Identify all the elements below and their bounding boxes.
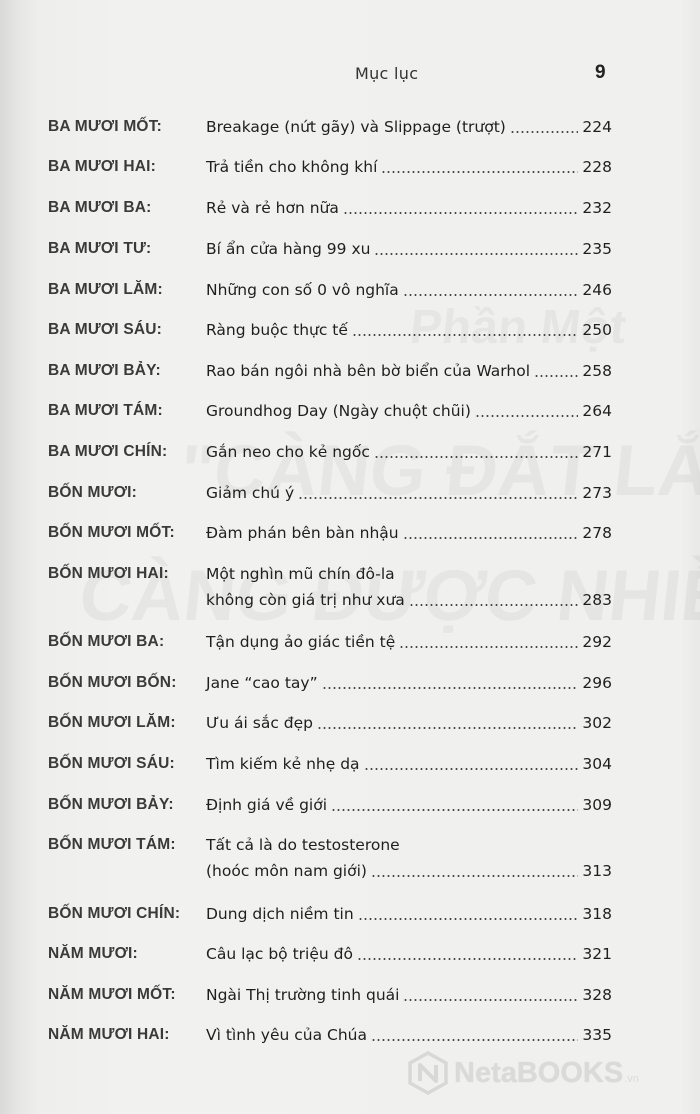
chapter-label: BA MƯƠI TÁM: [48, 402, 163, 419]
chapter-title: Định giá về giới [206, 796, 328, 814]
chapter-label: BỐN MƯƠI CHÍN: [48, 905, 181, 922]
toc-entry [0, 835, 700, 880]
chapter-title: (hoóc môn nam giới) [206, 862, 367, 880]
chapter-title: Tìm kiếm kẻ nhẹ dạ [206, 755, 360, 773]
chapter-title: Breakage (nứt gãy) và Slippage (trượt) [206, 118, 506, 136]
chapter-page-number: 283 [582, 591, 612, 609]
chapter-title: Ưu ái sắc đẹp [206, 714, 314, 732]
chapter-page-number: 302 [582, 714, 612, 732]
toc-entry [0, 754, 700, 784]
toc-entry [0, 401, 700, 431]
chapter-title: Câu lạc bộ triệu đô [206, 945, 353, 963]
chapter-label: NĂM MƯƠI HAI: [48, 1026, 170, 1043]
chapter-label: BA MƯƠI SÁU: [48, 321, 163, 338]
page-title: Mục lục [355, 64, 419, 83]
toc-entry [0, 985, 700, 1015]
chapter-title: Gắn neo cho kẻ ngốc [206, 443, 370, 461]
chapter-title: Bí ẩn cửa hàng 99 xu [206, 240, 371, 258]
dot-leader [364, 768, 579, 770]
dot-leader [403, 294, 579, 296]
chapter-label: NĂM MƯƠI MỐT: [48, 986, 176, 1003]
dot-leader [403, 999, 578, 1001]
dot-leader [317, 727, 578, 729]
chapter-title: Dung dịch niềm tin [206, 905, 354, 923]
chapter-page-number: 271 [582, 443, 612, 461]
chapter-title: Đàm phán bên bàn nhậu [206, 524, 399, 542]
chapter-title: Một nghìn mũ chín đô-la [206, 565, 395, 583]
dot-leader [374, 253, 578, 255]
chapter-label: BA MƯƠI BẢY: [48, 362, 161, 379]
chapter-page-number: 278 [582, 524, 612, 542]
dot-leader [399, 646, 578, 648]
chapter-label: BA MƯƠI TƯ: [48, 240, 152, 257]
chapter-label: BA MƯƠI MỐT: [48, 118, 163, 135]
toc-entry [0, 280, 700, 310]
toc-entry [0, 157, 700, 187]
chapter-label: BA MƯƠI LĂM: [48, 281, 163, 298]
chapter-title: Jane “cao tay” [206, 674, 318, 692]
chapter-page-number: 318 [582, 905, 612, 923]
chapter-title: Những con số 0 vô nghĩa [206, 281, 399, 299]
toc-entry [0, 523, 700, 553]
dot-leader [534, 375, 578, 377]
chapter-label: BA MƯƠI CHÍN: [48, 443, 168, 460]
chapter-page-number: 250 [582, 321, 612, 339]
dot-leader [358, 918, 579, 920]
dot-leader [322, 687, 579, 689]
chapter-page-number: 304 [582, 755, 612, 773]
chapter-title: Vì tình yêu của Chúa [206, 1026, 367, 1044]
toc-entry [0, 795, 700, 825]
chapter-label: BỐN MƯƠI BỐN: [48, 674, 177, 691]
watermark-text: NetaBOOKS [454, 1056, 624, 1089]
toc-entry [0, 904, 700, 934]
dot-leader [357, 958, 578, 960]
chapter-title: Ràng buộc thực tế [206, 321, 348, 339]
toc-entry [0, 320, 700, 350]
toc-entry [0, 673, 700, 703]
chapter-title: Tận dụng ảo giác tiền tệ [206, 633, 396, 651]
toc-entry [0, 944, 700, 974]
chapter-page-number: 224 [582, 118, 612, 136]
toc-entry [0, 198, 700, 228]
dot-leader [409, 604, 579, 606]
page-number: 9 [595, 62, 606, 83]
chapter-page-number: 296 [582, 674, 612, 692]
toc-entry [0, 117, 700, 147]
chapter-page-number: 235 [582, 240, 612, 258]
toc-entry [0, 483, 700, 513]
toc-entry [0, 564, 700, 609]
chapter-page-number: 313 [582, 862, 612, 880]
chapter-title: Giảm chú ý [206, 484, 295, 502]
chapter-page-number: 309 [582, 796, 612, 814]
toc-entry [0, 361, 700, 391]
dot-leader [298, 497, 578, 499]
chapter-label: BỐN MƯƠI HAI: [48, 565, 169, 582]
chapter-label: BỐN MƯƠI MỐT: [48, 524, 175, 541]
chapter-label: BỐN MƯƠI SÁU: [48, 755, 175, 772]
toc-entry [0, 632, 700, 662]
dot-leader [403, 537, 579, 539]
watermark-suffix: .vn [624, 1073, 639, 1085]
chapter-page-number: 321 [582, 945, 612, 963]
page-header [0, 62, 700, 92]
watermark [406, 1050, 639, 1096]
chapter-page-number: 292 [582, 633, 612, 651]
chapter-label: BỐN MƯƠI LĂM: [48, 714, 176, 731]
netabooks-logo-icon [406, 1051, 450, 1095]
dot-leader [371, 1039, 578, 1041]
chapter-page-number: 328 [582, 986, 612, 1004]
dot-leader [510, 131, 579, 133]
dot-leader [352, 334, 579, 336]
dot-leader [343, 212, 579, 214]
toc-entry [0, 442, 700, 472]
toc-entry [0, 239, 700, 269]
dot-leader [374, 456, 579, 458]
chapter-label: BỐN MƯƠI TÁM: [48, 836, 176, 853]
chapter-page-number: 232 [582, 199, 612, 217]
chapter-label: BA MƯƠI BA: [48, 199, 152, 216]
chapter-label: BỐN MƯƠI BA: [48, 633, 165, 650]
chapter-label: NĂM MƯƠI: [48, 945, 138, 962]
chapter-page-number: 246 [582, 281, 612, 299]
chapter-title: Groundhog Day (Ngày chuột chũi) [206, 402, 471, 420]
chapter-label: BỐN MƯƠI BẢY: [48, 796, 174, 813]
chapter-page-number: 228 [582, 158, 612, 176]
dot-leader [475, 415, 579, 417]
dot-leader [381, 171, 578, 173]
chapter-title: Rẻ và rẻ hơn nữa [206, 199, 339, 217]
chapter-page-number: 258 [582, 362, 612, 380]
chapter-title: Trả tiền cho không khí [206, 158, 378, 176]
chapter-title: Ngài Thị trường tinh quái [206, 986, 400, 1004]
chapter-label: BA MƯƠI HAI: [48, 158, 156, 175]
dot-leader [331, 809, 578, 811]
chapter-title: không còn giá trị như xưa [206, 591, 405, 609]
chapter-page-number: 335 [582, 1026, 612, 1044]
toc-entry [0, 713, 700, 743]
chapter-title: Rao bán ngôi nhà bên bờ biển của Warhol [206, 362, 531, 380]
chapter-page-number: 273 [582, 484, 612, 502]
dot-leader [371, 875, 578, 877]
chapter-title: Tất cả là do testosterone [206, 836, 400, 854]
chapter-label: BỐN MƯƠI: [48, 484, 138, 501]
chapter-page-number: 264 [582, 402, 612, 420]
